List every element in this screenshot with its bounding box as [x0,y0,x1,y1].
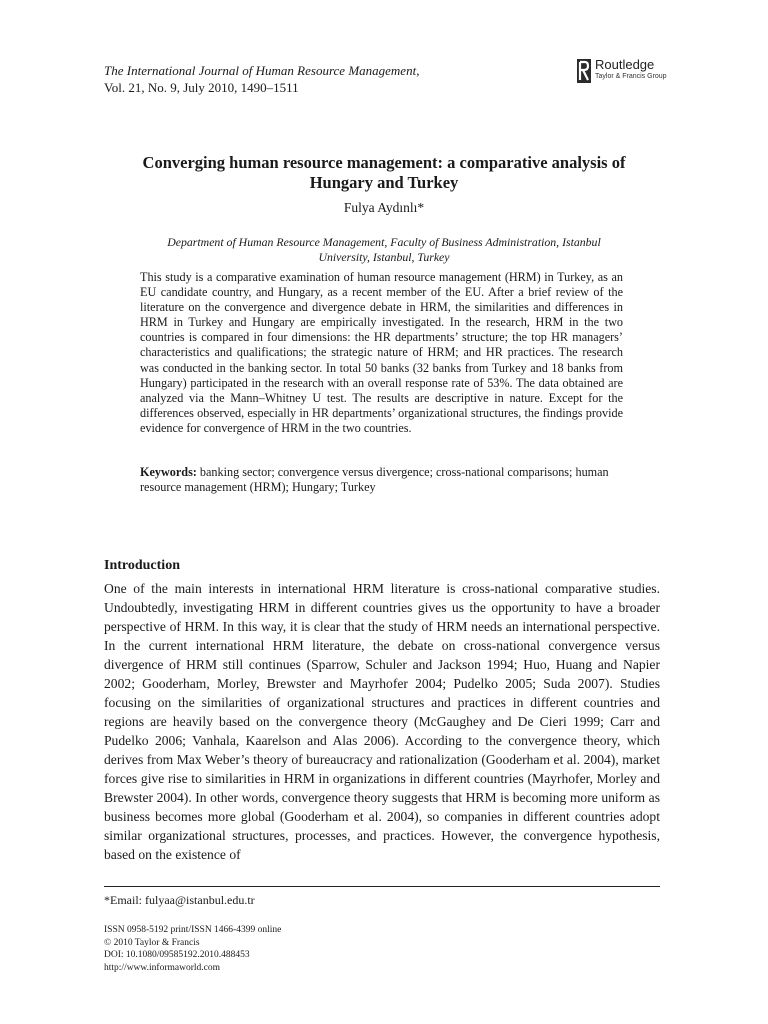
publisher-group: Taylor & Francis Group [595,73,667,80]
journal-title-line [104,62,419,79]
doi: DOI: 10.1080/09585192.2010.488453 [104,950,250,960]
publisher-logo [576,58,667,84]
journal-title-suffix: , [416,63,420,78]
article-title [104,153,664,193]
copyright: © 2010 Taylor & Francis [104,937,200,948]
footnote-divider [104,886,660,887]
publisher-name: Routledge [595,57,655,72]
routledge-logo-icon [576,58,592,84]
footnote-email: *Email: fulyaa@istanbul.edu.tr [104,893,255,907]
author-name: Fulya Aydınlı* [343,200,425,215]
affiliation-line-1: Department of Human Resource Management, Faculty of Business Administration, Istanbul [167,235,601,249]
article-title-line-1: Converging human resource management: a comparative analysis of [142,153,626,172]
journal-header [104,62,419,96]
keywords-list: banking sector; convergence versus divergence; cross-national comparisons; human resource management (HRM); Hungary; Turkey [140,465,609,495]
journal-title: The International Journal of Human Resource Management [104,63,417,78]
abstract: This study is a comparative examination of human resource management (HRM) in Turkey, as an EU candidate country, and Hungary, as a recent member of the EU. After a brief review of the literature on the convergence and divergence debate in HRM, the similarities and differences in HRM in Turkey and Hungary are empirically investigated. In the research, HRM in the two countries is compared in four dimensions: the HR departments’ structure; the top HR managers’ characteristics and qualifications; the strategic nature of HRM; and HR practices. The research was conducted in the banking sector. In total 50 banks (32 banks from Turkey and 18 banks from Hungary) participated in the research with an overall response rate of 53%. The data obtained are analyzed via the Mann–Whitney U test. The results are descriptive in nature. Except for the differences observed, especially in HR departments’ organizational structures, the findings provide evidence for convergence of HRM in the two countries. [140,270,623,435]
publication-info [104,924,281,974]
author-affiliation [118,235,650,265]
article-title-line-2: Hungary and Turkey [309,173,459,192]
publisher-url: http://www.informaworld.com [104,962,221,973]
affiliation-line-2: University, Istanbul, Turkey [318,250,450,264]
section-heading-introduction: Introduction [104,558,180,573]
introduction-paragraph: One of the main interests in international HRM literature is cross-national comparative studies. Undoubtedly, investigating HRM in different countries gives us the opportunity to have a broader perspective of HRM. In this way, it is clear that the study of HRM needs an international perspective. In the current international HRM literature, the debate on cross-national convergence versus divergence of HRM still continues (Sparrow, Schuler and Jackson 1994; Huo, Huang and Napier 2002; Gooderham, Morley, Brewster and Mayrhofer 2004; Pudelko 2005; Suda 2007). Studies focusing on the similarities of organizational structures and practices in different countries and regions are heavily based on the convergence theory (McGaughey and De Cieri 1999; Carr and Pudelko 2006; Vanhala, Kaarelson and Alas 2006). According to the convergence theory, which derives from Max Weber’s theory of bureaucracy and rationalization (Gooderham et al. 2004), market forces give rise to similarities in HRM in organizations in different countries (Mayrhofer, Morley and Brewster 2004). In other words, convergence theory suggests that HRM is becoming more uniform as business becomes more global (Gooderham et al. 2004), so companies in different countries adopt similar organizational structures, processes, and practices. However, the convergence hypothesis, based on the existence of [104,581,660,862]
keywords [140,465,623,495]
keywords-label: Keywords: [140,465,197,479]
journal-volume: Vol. 21, No. 9, July 2010, 1490–1511 [104,80,299,95]
issn: ISSN 0958-5192 print/ISSN 1466-4399 online [104,925,282,935]
